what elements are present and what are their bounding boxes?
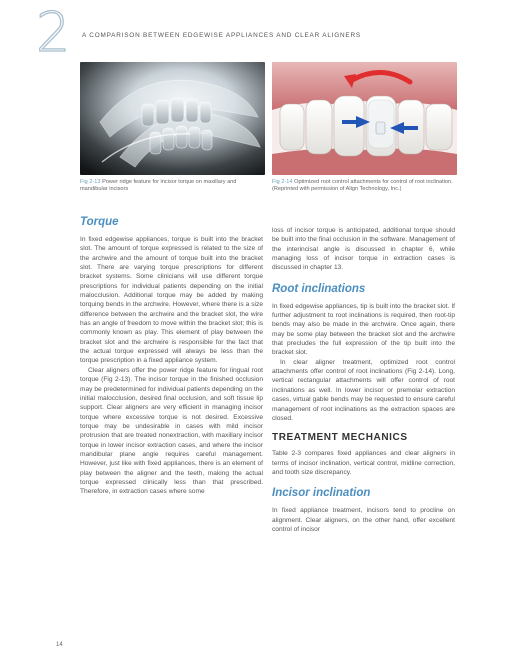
paragraph: Clear aligners offer the power ridge feature for lingual root torque (Fig 2-13). The incisor torque in the finished occlusion may be predetermined for individual patients depending on the initial malocclusion, desired final occlusion, and soft tissue lip support. Clear aligners are very efficient in managing incisor torque where excessive torque is not desired. Excessive torque may be undesirable in cases with mild incisor protrusion that are treated nonextraction, with maxillary incisor torque in lower incisor extraction cases, and where the incisor mandibular plane angle requires careful management. However, just like with fixed appliances, there is an element of play between the aligner and the teeth, making the actual torque expressed clinically less than that prescribed. Therefore, in extraction cases where some [80,366,263,496]
section-heading-torque: Torque [80,216,119,228]
section-heading-treatment-mechanics: TREATMENT MECHANICS [272,432,408,444]
figure-caption-2-13 [80,179,262,194]
figure-root-control-image [272,62,457,175]
paragraph: Table 2-3 compares fixed appliances and clear aligners in terms of incisor inclination, vertical control, midline correction, and tooth size discrepancy. [272,450,455,476]
figure-label: Fig 2-14 [272,179,293,185]
section-heading-root-inclinations: Root inclinations [272,282,366,295]
left-column [80,215,263,497]
figure-caption-2-14 [272,179,457,194]
figure-caption-text: Power ridge feature for incisor torque on maxillary and mandibular incisors [80,179,237,193]
paragraph: In fixed edgewise appliances, torque is built into the bracket slot. The amount of torque expressed is related to the size of the archwire and the amount of torque built into the bracket slot. There are varying torque prescriptions for different bracket systems. Some clinicians will use different torque prescriptions for individual patients depending on the initial malocclusion. Additional torque may be added by making torquing bends in the archwire. However, where there is a size difference between the archwire and the bracket slot, the wire has an angle of freedom to move within the bracket slot; this is commonly known as play. This element of play between the bracket slot and the archwire is responsible for the fact that the actual torque expressed will always be less than the torque prescription in a fixed appliance system. [80,236,263,365]
page-number: 14 [56,642,63,648]
paragraph: In fixed edgewise appliances, tip is built into the bracket slot. If further adjustment to root inclinations is required, then root-tip bends may also be made in the archwire. Once again, there may be some play between the bracket slot and the archwire that precludes the full expression of the tip built into the bracket slot. [272,302,455,357]
figure-aligner-image [80,62,265,175]
figure-caption-text: Optimized root control attachments for control of root inclination. (Reprinted with permission of Align Technology, Inc.) [272,179,453,193]
paragraph: In clear aligner treatment, optimized root control attachments offer control of root inclinations (Fig 2-14). Long, vertical rectangular attachments will offer control of root inclinations as well. In lower incisor or premolar extraction cases, virtual gable bends may be requested to ensure careful management of root inclinations as the extraction spaces are closed. [272,358,455,422]
paragraph: In fixed appliance treatment, incisors tend to procline on alignment. Clear aligners, on the other hand, offer excellent control of incisor [272,507,455,533]
paragraph-continuation: loss of incisor torque is anticipated, additional torque should be built into the final occlusion in the software. Management of the interincisal angle is discussed in chapter 6, while managing loss of incisor torque in extraction cases is discussed in chapter 13. [272,227,455,272]
chapter-number: 2 [36,1,71,64]
running-head: A COMPARISON BETWEEN EDGEWISE APPLIANCES AND CLEAR ALIGNERS [82,32,361,39]
right-column [272,226,455,534]
section-heading-incisor-inclination: Incisor inclination [272,487,371,500]
figure-label: Fig 2-13 [80,179,101,185]
